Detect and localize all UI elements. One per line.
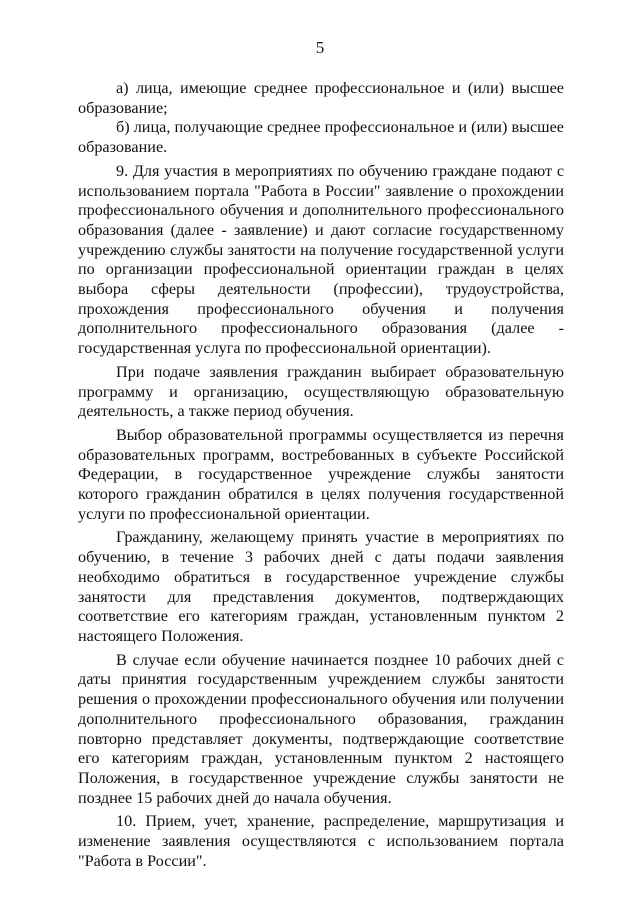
paragraph-clause-9: 9. Для участия в мероприятиях по обучению граждане подают с использованием портала "Работа в России" заявление о прохождении профессионального обучения и дополнительного профессионального образования (далее - заявление) и дают согласие государственному учреждению службы занятости на получение государственной услуги по организации профессиональной ориентации граждан в целях выбора сферы деятельности (профессии), трудоустройства, прохождения профессионального обучения и получения дополнительного профессионального образования (далее - государственная услуга по профессиональной ориентации). — [78, 161, 564, 358]
paragraph-application-choice: При подаче заявления гражданин выбирает образовательную программу и организацию, осуществляющую образовательную деятельность, а также период обучения. — [78, 362, 564, 421]
paragraph-item-a: а) лица, имеющие среднее профессиональное и (или) высшее образование; — [78, 79, 564, 117]
paragraph-late-start: В случае если обучение начинается позднее 10 рабочих дней с даты принятия государственным учреждением службы занятости решения о прохождении профессионального обучения или получении дополнительного профессионального образования, гражданин повторно представляет документы, подтверждающие соответствие его категориям граждан, установленным пунктом 2 настоящего Положения, в государственное учреждение службы занятости не позднее 15 рабочих дней до начала обучения. — [78, 650, 564, 807]
paragraph-program-selection: Выбор образовательной программы осуществляется из перечня образовательных программ, востребованных в субъекте Российской Федерации, в государственное учреждение службы занятости которого гражданин обратился в целях получения государственной услуги по профессиональной ориентации. — [78, 425, 564, 523]
document-body — [78, 79, 564, 871]
paragraph-documents-deadline: Гражданину, желающему принять участие в мероприятиях по обучению, в течение 3 рабочих дней с даты подачи заявления необходимо обратиться в государственное учреждение службы занятости для представления документов, подтверждающих соответствие его категориям граждан, установленным пунктом 2 настоящего Положения. — [78, 528, 564, 645]
paragraph-item-b: б) лица, получающие среднее профессиональное и (или) высшее образование. — [78, 118, 564, 157]
paragraph-clause-10: 10. Прием, учет, хранение, распределение, маршрутизация и изменение заявления осуществляются с использованием портала "Работа в России". — [78, 812, 564, 870]
page-number: 5 — [315, 38, 325, 57]
